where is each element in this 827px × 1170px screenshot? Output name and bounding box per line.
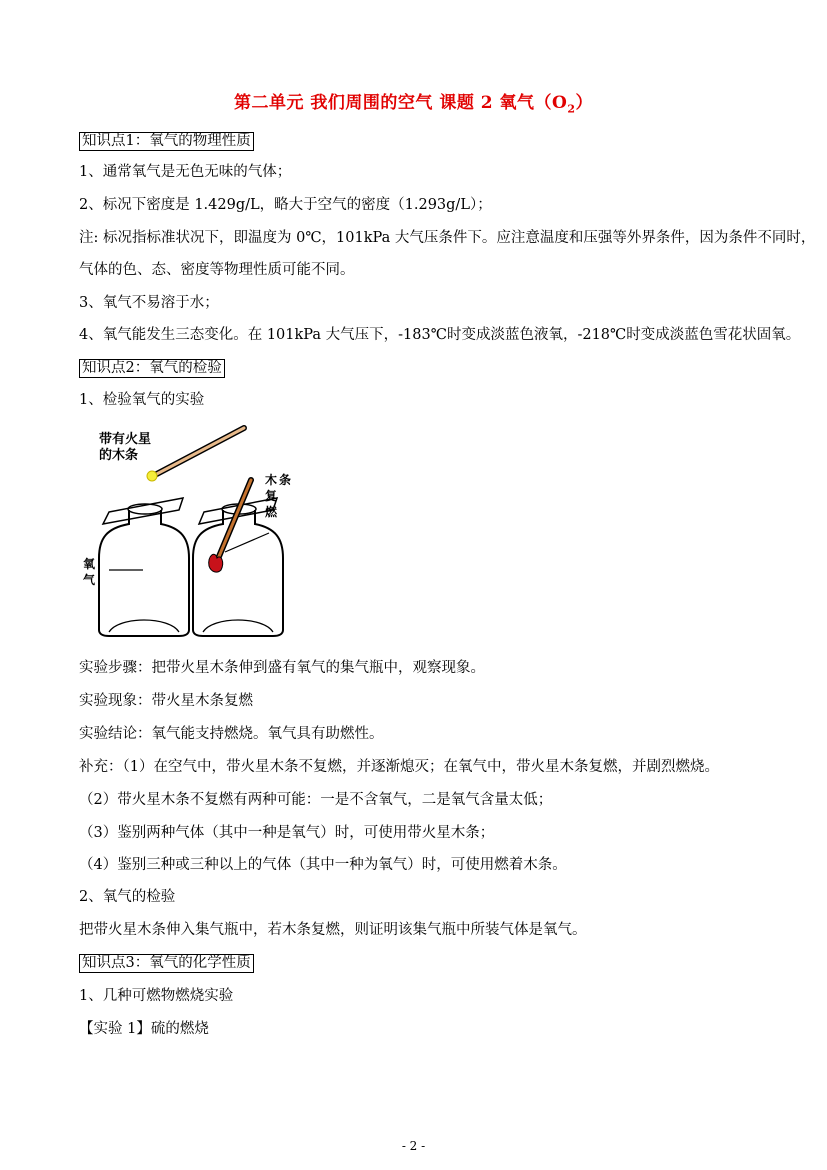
title-subscript: 2 <box>567 102 576 116</box>
kp2-supplement-3: （3）鉴别两种气体（其中一种是氧气）时，可使用带火星木条； <box>79 825 495 841</box>
label-relight-4: 燃 <box>265 505 278 519</box>
title-suffix: ） <box>575 93 593 113</box>
kp2-supplement-1: 补充：（1）在空气中，带火星木条不复燃，并逐渐熄灭；在氧气中，带火星木条复燃，并剧烈燃烧。 <box>79 759 719 775</box>
kp2-section-2: 2、氧气的检验 <box>79 889 176 905</box>
kp2-phenomenon: 实验现象：带火星木条复燃 <box>79 693 253 709</box>
kp1-note-1: 注: 标况指标准状况下，即温度为 0℃，101kPa 大气压条件下。应注意温度和压强等外界条件，因为条件不同时， <box>79 230 816 246</box>
kp1-header-row <box>79 131 254 151</box>
label-splint-2: 的木条 <box>99 448 139 463</box>
kp1-line-1: 1、通常氧气是无色无味的气体； <box>79 164 292 180</box>
kp3-experiment-1: 【实验 1】硫的燃烧 <box>79 1021 209 1037</box>
glowing-splint <box>147 428 244 481</box>
kp2-supplement-2: （2）带火星木条不复燃有两种可能：一是不含氧气，二是氧气含量太低； <box>79 792 553 808</box>
kp2-header-row <box>79 358 225 378</box>
kp2-step: 实验步骤：把带火星木条伸到盛有氧气的集气瓶中，观察现象。 <box>79 660 485 676</box>
kp2-section-1: 1、检验氧气的实验 <box>79 392 205 408</box>
label-relight-3: 复 <box>265 489 278 503</box>
page-title <box>0 88 827 115</box>
kp1-line-3: 3、氧气不易溶于水； <box>79 295 219 311</box>
kp3-section-1: 1、几种可燃物燃烧实验 <box>79 988 234 1004</box>
page-number: - 2 - <box>401 1139 426 1153</box>
kp3-header: 知识点3：氧气的化学性质 <box>79 954 254 973</box>
title-prefix: 第二单元 我们周围的空气 课题 2 氧气（O <box>234 93 568 113</box>
label-relight-2: 条 <box>279 473 292 487</box>
kp1-header: 知识点1：氧气的物理性质 <box>79 132 254 151</box>
label-gas-1: 氧 <box>83 557 96 571</box>
left-gas-jar <box>99 498 189 636</box>
kp1-line-2: 2、标况下密度是 1.429g/L，略大于空气的密度（1.293g/L）； <box>79 197 492 213</box>
kp3-header-row <box>79 953 254 973</box>
oxygen-test-figure <box>79 420 319 648</box>
kp1-line-4: 4、氧气能发生三态变化。在 101kPa 大气压下，-183℃时变成淡蓝色液氧，-218℃时变成淡蓝色雪花状固氧。 <box>79 327 801 343</box>
label-gas-2: 气 <box>83 573 96 587</box>
kp2-section-2-text: 把带火星木条伸入集气瓶中，若木条复燃，则证明该集气瓶中所装气体是氧气。 <box>79 922 587 938</box>
kp2-conclusion: 实验结论：氧气能支持燃烧。氧气具有助燃性。 <box>79 726 384 742</box>
kp2-supplement-4: （4）鉴别三种或三种以上的气体（其中一种为氧气）时，可使用燃着木条。 <box>79 857 567 873</box>
kp2-header: 知识点2：氧气的检验 <box>79 359 225 378</box>
label-splint-1: 带有火星 <box>99 432 152 447</box>
kp1-note-2: 气体的色、态、密度等物理性质可能不同。 <box>79 262 355 278</box>
label-relight-1: 木 <box>265 473 278 487</box>
